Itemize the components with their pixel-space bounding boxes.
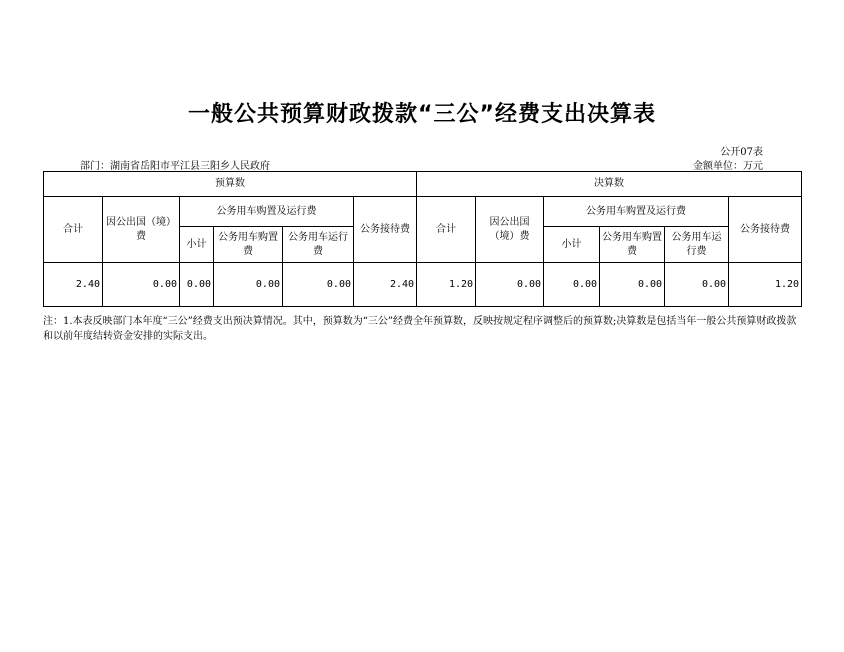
final-total-cell: 1.20 (417, 263, 476, 307)
budget-abroad-cell: 0.00 (103, 263, 180, 307)
budget-total-cell: 2.40 (44, 263, 103, 307)
final-total-header: 合计 (417, 197, 476, 263)
final-abroad-cell: 0.00 (476, 263, 544, 307)
final-subtotal-cell: 0.00 (544, 263, 600, 307)
form-number: 公开07表 (720, 147, 763, 158)
budget-abroad-header: 因公出国（境）费 (103, 197, 180, 263)
budget-group-header: 预算数 (44, 172, 417, 197)
budget-operation-cell: 0.00 (283, 263, 354, 307)
page-title: 一般公共预算财政拨款“三公”经费支出决算表 (188, 102, 656, 127)
final-abroad-header: 因公出国（境）费 (476, 197, 544, 263)
budget-purchase-cell: 0.00 (214, 263, 283, 307)
budget-reception-header: 公务接待费 (354, 197, 417, 263)
final-vehicle-header: 公务用车购置及运行费 (544, 197, 729, 227)
final-purchase-cell: 0.00 (600, 263, 665, 307)
table-row (44, 263, 802, 307)
final-purchase-header: 公务用车购置费 (600, 227, 665, 263)
budget-subtotal-header: 小计 (180, 227, 214, 263)
final-subtotal-header: 小计 (544, 227, 600, 263)
budget-total-header: 合计 (44, 197, 103, 263)
final-operation-header: 公务用车运行费 (665, 227, 729, 263)
budget-operation-header: 公务用车运行费 (283, 227, 354, 263)
final-operation-cell: 0.00 (665, 263, 729, 307)
budget-reception-cell: 2.40 (354, 263, 417, 307)
footnote: 注：1.本表反映部门本年度“三公”经费支出预决算情况。其中，预算数为“三公”经费全年预算数，反映按规定程序调整后的预算数;决算数是包括当年一般公共预算财政拨款和以前年度结转资金安排的实际支出。 (43, 316, 797, 342)
amount-unit-label: 金额单位：万元 (693, 161, 763, 172)
table-header-row-1 (44, 172, 802, 197)
table-header-row-2 (44, 197, 802, 227)
three-public-expenses-table (43, 171, 802, 307)
budget-vehicle-header: 公务用车购置及运行费 (180, 197, 354, 227)
budget-subtotal-cell: 0.00 (180, 263, 214, 307)
final-reception-cell: 1.20 (729, 263, 802, 307)
department-label: 部门：湖南省岳阳市平江县三阳乡人民政府 (80, 161, 270, 172)
final-reception-header: 公务接待费 (729, 197, 802, 263)
final-group-header: 决算数 (417, 172, 802, 197)
budget-purchase-header: 公务用车购置费 (214, 227, 283, 263)
